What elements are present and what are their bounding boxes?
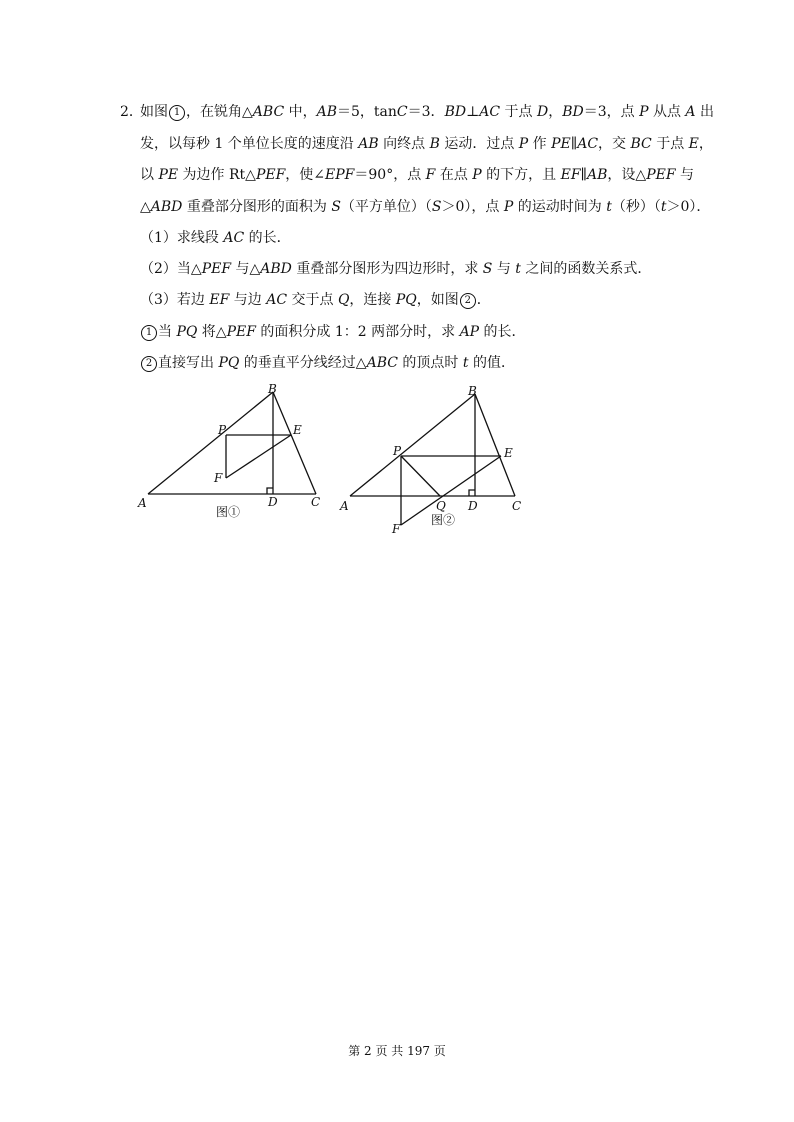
label-b: B — [468, 384, 477, 398]
segment-ab — [350, 394, 475, 496]
segment-bc — [475, 394, 515, 496]
label-p: P — [218, 423, 227, 437]
label-d: D — [468, 499, 478, 513]
segment-ef — [226, 435, 291, 478]
label-a: A — [340, 499, 349, 513]
right-angle-mark — [469, 490, 475, 496]
label-e: E — [293, 423, 302, 437]
question-2: （2）当△PEF 与△ABD 重叠部分图形为四边形时，求 S 与 t 之间的函数关系式． — [140, 261, 652, 277]
question-3: （3）若边 EF 与边 AC 交于点 Q，连接 PQ，如图 2 ． — [140, 292, 491, 308]
figure-2-caption: 图② — [431, 513, 456, 527]
figure-2 — [335, 380, 535, 540]
label-c: C — [512, 499, 522, 513]
label-d: D — [268, 495, 278, 509]
question-1: （1）求线段 AC 的长． — [140, 230, 291, 246]
problem-line-3: 以 PE 为边作 Rt△PEF，使∠EPF＝90°，点 F 在点 P 的下方，且 EF∥AB，设△PEF 与 — [140, 167, 695, 183]
figure-1 — [130, 380, 330, 525]
label-f: F — [392, 522, 401, 536]
label-f: F — [214, 471, 223, 485]
label-q: Q — [436, 499, 446, 513]
figure-1-caption: 图① — [216, 505, 241, 519]
question-3-2: 2 直接写出 PQ 的垂直平分线经过△ABC 的顶点时 t 的值． — [140, 353, 515, 373]
problem-line-2: 发，以每秒 1 个单位长度的速度沿 AB 向终点 B 运动．过点 P 作 PE∥AC，交 BC 于点 E， — [140, 136, 713, 152]
label-p: P — [393, 444, 402, 458]
page-footer: 第 2 页 共 197 页 — [348, 1044, 446, 1058]
right-angle-mark — [267, 488, 273, 494]
label-a: A — [138, 496, 147, 510]
label-e: E — [504, 446, 513, 460]
label-b: B — [268, 382, 277, 396]
question-3-1: 1 当 PQ 将△PEF 的面积分成 1：2 两部分时，求 AP 的长． — [140, 322, 526, 342]
segment-pq — [401, 456, 440, 496]
problem-line-4: △ABD 重叠部分图形的面积为 S（平方单位）（S＞0），点 P 的运动时间为 t（秒）（t＞0）． — [140, 199, 711, 215]
problem-line-1: 如图 1 ，在锐角△ABC 中，AB＝5，tanC＝3．BD⊥AC 于点 D，BD＝3，点 P 从点 A 出 — [140, 104, 714, 120]
label-c: C — [311, 495, 321, 509]
segment-ab — [148, 392, 273, 494]
